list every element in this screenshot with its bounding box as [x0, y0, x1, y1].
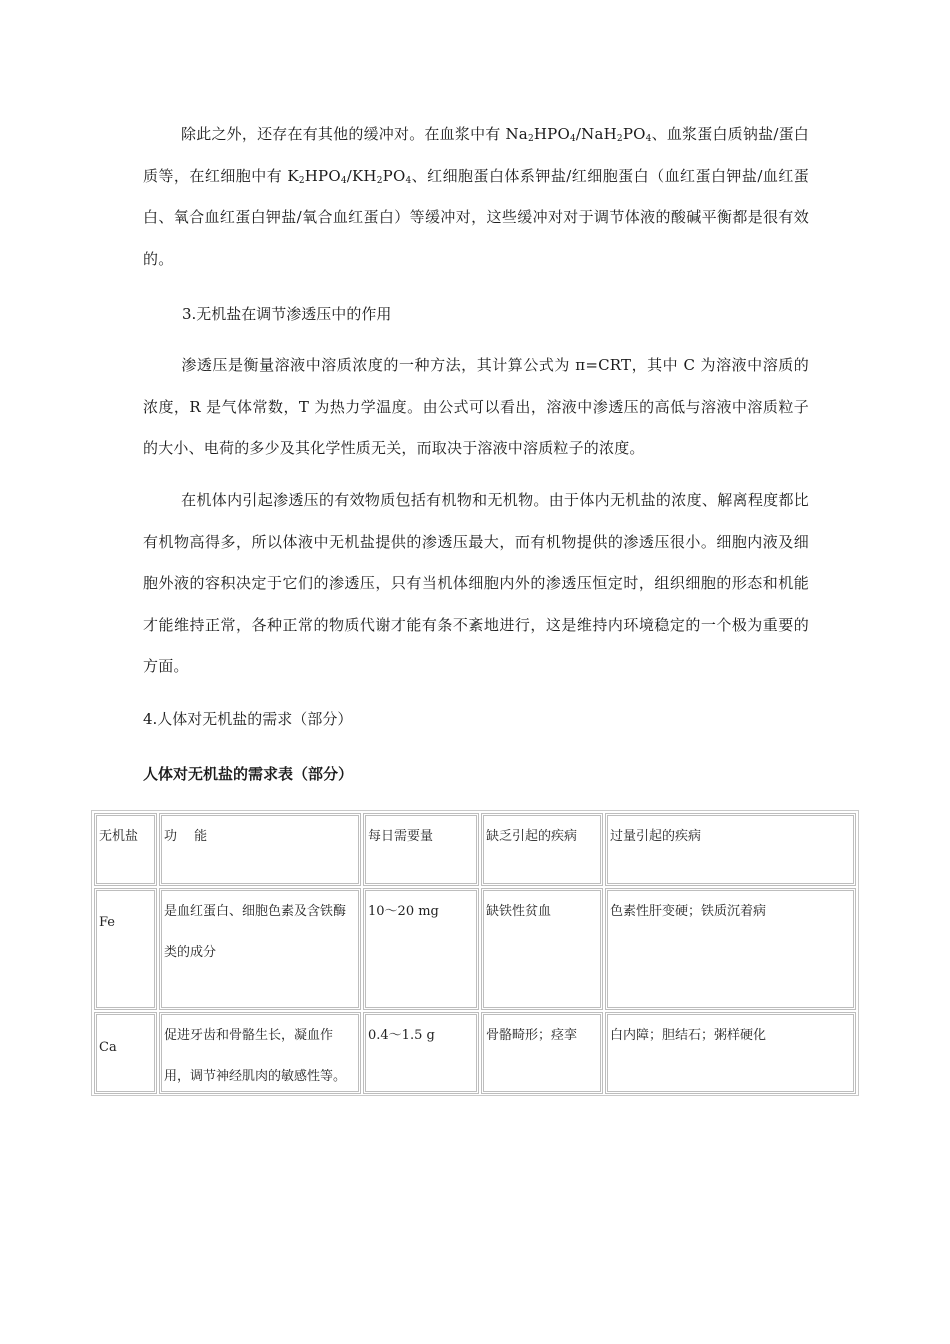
- header-cell-daily: 每日需要量: [363, 813, 479, 886]
- table-row-ca-deficiency: 骨骼畸形；痉挛: [481, 1012, 603, 1094]
- paragraph-buffer-pairs: 除此之外，还存在有其他的缓冲对。在血浆中有 $Na_2HPO_4/NaH_2PO_4$、血浆蛋白质钠盐/蛋白质等，在红细胞中有 $K_2HPO_4/KH_2PO_4$、红细胞蛋白体系钾盐/红细胞蛋白（血红蛋白钾盐/血红蛋白、氧合血红蛋白钾盐/氧合血红蛋白）等缓冲对，这些缓冲对对于调节体液的酸碱平衡都是很有效的。: [143, 125, 809, 268]
- table-row-fe-excess: 色素性肝变硬；铁质沉着病: [605, 888, 856, 1010]
- paragraph-osmotic-formula: 渗透压是衡量溶液中溶质浓度的一种方法，其计算公式为 π=CRT，其中 C 为溶液中溶质的浓度，R 是气体常数，T 为热力学温度。由公式可以看出，溶液中渗透压的高低与溶液中溶质粒子的大小、电荷的多少及其化学性质无关，而取决于溶液中溶质粒子的浓度。: [143, 356, 809, 457]
- table-row-fe-deficiency: 缺铁性贫血: [481, 888, 603, 1010]
- requirements-table: [91, 810, 859, 1096]
- header-cell-excess: 过量引起的疾病: [605, 813, 856, 886]
- section-heading-requirements: 4.人体对无机盐的需求（部分）: [143, 710, 353, 728]
- table-row-fe-salt: Fe: [94, 888, 157, 1010]
- header-cell-function: 功 能: [159, 813, 361, 886]
- table-row-fe-daily: 10～20 mg: [363, 888, 479, 1010]
- table-row-fe-function: 是血红蛋白、细胞色素及含铁酶 类的成分: [159, 888, 361, 1010]
- header-cell-deficiency: 缺乏引起的疾病: [481, 813, 603, 886]
- table-row-ca-salt: Ca: [94, 1012, 157, 1094]
- table-row-ca-function: 促进牙齿和骨骼生长，凝血作 用，调节神经肌肉的敏感性等。: [159, 1012, 361, 1094]
- table-row-ca-daily: 0.4～1.5 g: [363, 1012, 479, 1094]
- paragraph-osmotic-effects: 在机体内引起渗透压的有效物质包括有机物和无机物。由于体内无机盐的浓度、解离程度都比有机物高得多，所以体液中无机盐提供的渗透压最大，而有机物提供的渗透压很小。细胞内液及细胞外液的容积决定于它们的渗透压，只有当机体细胞内外的渗透压恒定时，组织细胞的形态和机能才能维持正常，各种正常的物质代谢才能有条不紊地进行，这是维持内环境稳定的一个极为重要的方面。: [143, 491, 809, 675]
- header-cell-salt: 无机盐: [94, 813, 157, 886]
- table-title: 人体对无机盐的需求表（部分）: [143, 765, 354, 783]
- section-heading-osmotic: 3.无机盐在调节渗透压中的作用: [182, 305, 392, 323]
- table-row-ca-excess: 白内障；胆结石；粥样硬化: [605, 1012, 856, 1094]
